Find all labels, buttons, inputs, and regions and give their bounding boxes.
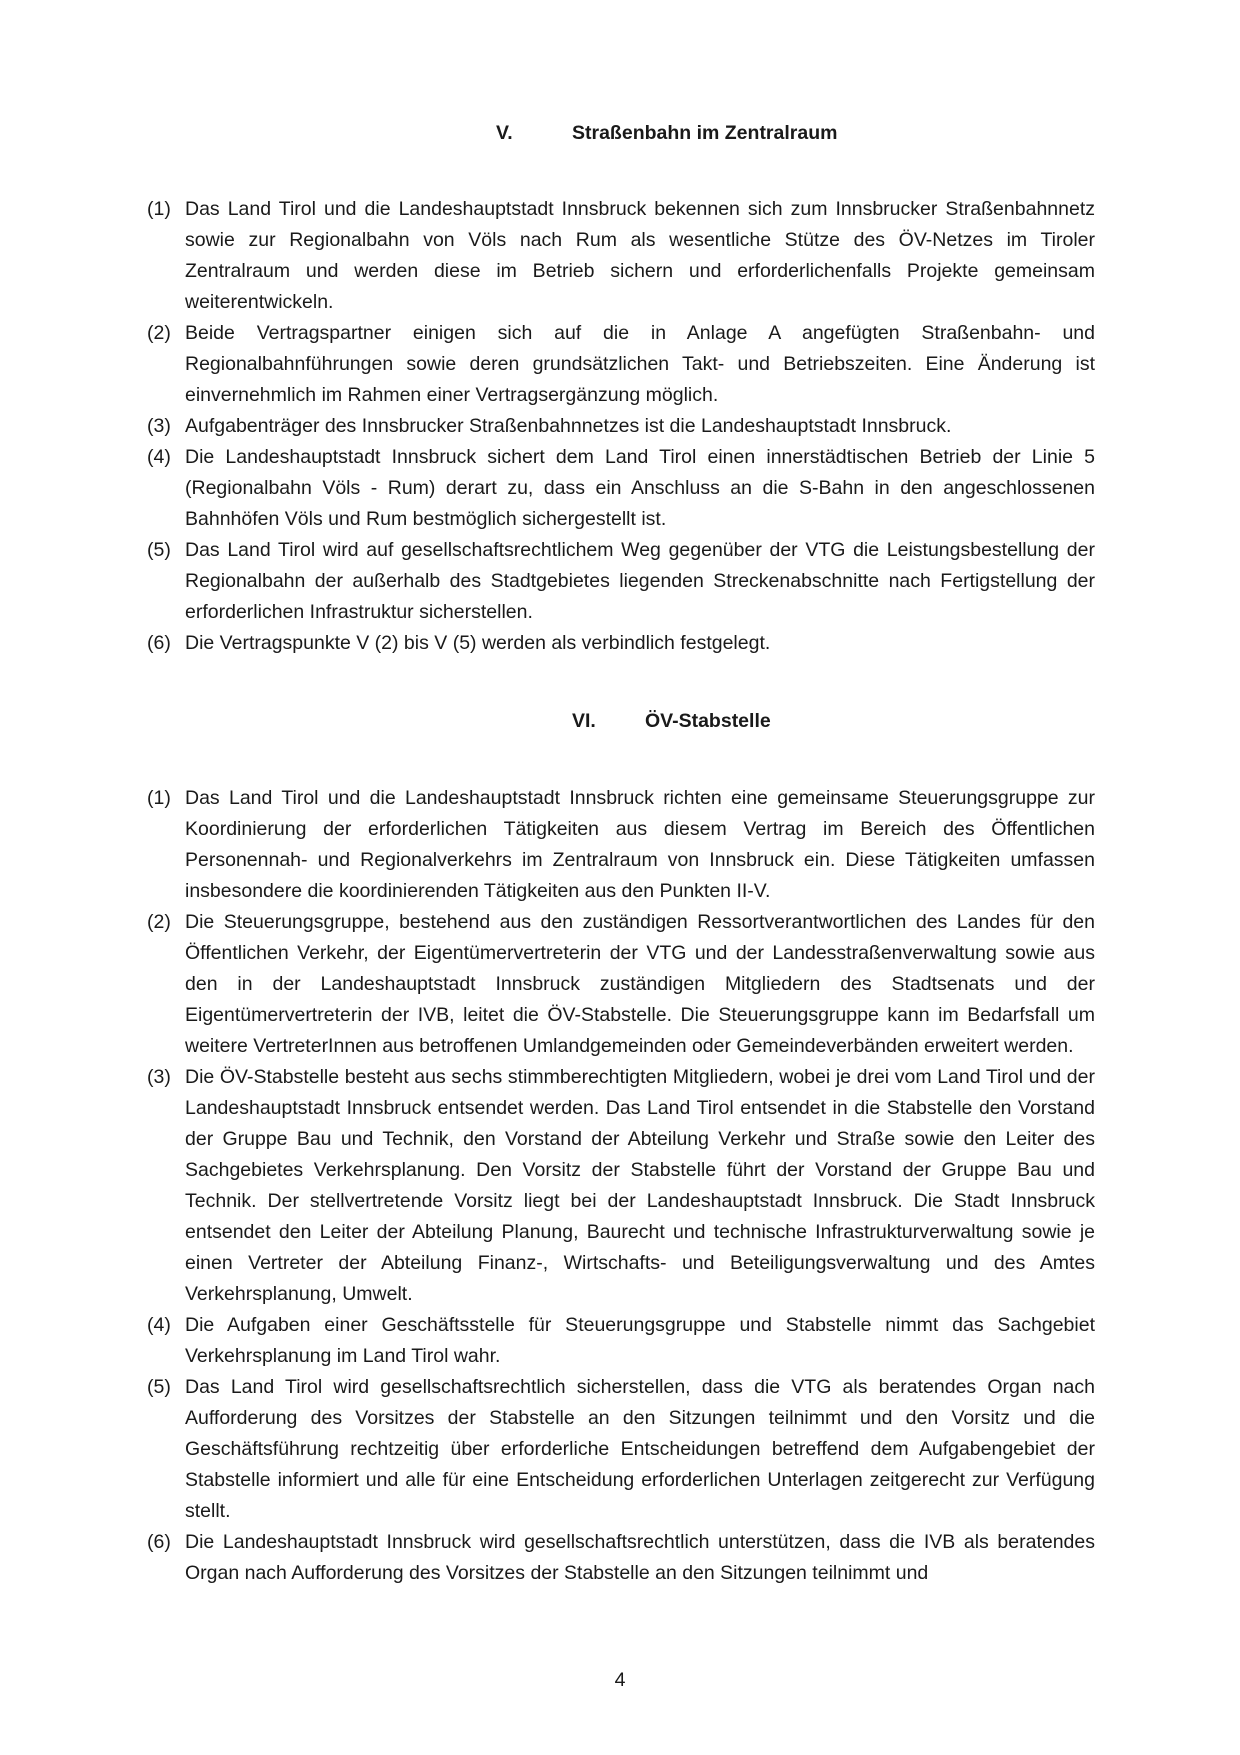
item-text: Die Landeshauptstadt Innsbruck sichert dem Land Tirol einen innerstädtischen Betrieb der Linie 5 (Regionalbahn Völs - Rum) derart zu, dass ein Anschluss an die S-Bahn in den angeschlossenen Bahnhöfen Völs und Rum bestmöglich sichergestellt ist.: [185, 446, 1095, 530]
item-number: (2): [147, 322, 171, 344]
item-number: (4): [147, 446, 171, 468]
item-text: Aufgabenträger des Innsbrucker Straßenbahnnetzes ist die Landeshauptstadt Innsbruck.: [185, 415, 952, 437]
list-item: [147, 194, 1095, 318]
item-number: (1): [147, 198, 171, 220]
list-item: [147, 1527, 1095, 1589]
list-item: [147, 535, 1095, 628]
item-text: Das Land Tirol und die Landeshauptstadt Innsbruck bekennen sich zum Innsbrucker Straßenbahnnetz sowie zur Regionalbahn von Völs nach Rum als wesentliche Stütze des ÖV-Netzes im Tiroler Zentralraum und werden diese im Betrieb sichern und erforderlichenfalls Projekte gemeinsam weiterentwickeln.: [185, 198, 1095, 313]
item-text: Das Land Tirol wird auf gesellschaftsrechtlichem Weg gegenüber der VTG die Leistungsbestellung der Regionalbahn der außerhalb des Stadtgebietes liegenden Streckenabschnitte nach Fertigstellung der erforderlichen Infrastruktur sicherstellen.: [185, 539, 1095, 623]
item-text: Die Aufgaben einer Geschäftsstelle für Steuerungsgruppe und Stabstelle nimmt das Sachgebiet Verkehrsplanung im Land Tirol wahr.: [185, 1314, 1095, 1367]
list-item: [147, 411, 1095, 442]
list-item: [147, 1062, 1095, 1310]
item-number: (5): [147, 539, 171, 561]
item-text: Die ÖV-Stabstelle besteht aus sechs stimmberechtigten Mitgliedern, wobei je drei vom Land Tirol und der Landeshauptstadt Innsbruck entsendet werden. Das Land Tirol entsendet in die Stabstelle den Vorstand der Gruppe Bau und Technik, den Vorstand der Abteilung Verkehr und Straße sowie den Leiter des Sachgebietes Verkehrsplanung. Den Vorsitz der Stabstelle führt der Vorstand der Gruppe Bau und Technik. Der stellvertretende Vorsitz liegt bei der Landeshauptstadt Innsbruck. Die Stadt Innsbruck entsendet den Leiter der Abteilung Planung, Baurecht und technische Infrastrukturverwaltung sowie je einen Vertreter der Abteilung Finanz-, Wirtschafts- und Beteiligungsverwaltung und des Amtes Verkehrsplanung, Umwelt.: [185, 1066, 1095, 1305]
section-title: Straßenbahn im Zentralraum: [572, 122, 838, 144]
list-item: [147, 1310, 1095, 1372]
section-vi-list: [147, 783, 1095, 1589]
item-number: (2): [147, 911, 171, 933]
page-number: 4: [614, 1669, 626, 1691]
item-text: Die Landeshauptstadt Innsbruck wird gesellschaftsrechtlich unterstützen, dass die IVB als beratendes Organ nach Aufforderung des Vorsitzes der Stabstelle an den Sitzungen teilnimmt und: [185, 1531, 1095, 1584]
item-text: Die Steuerungsgruppe, bestehend aus den zuständigen Ressortverantwortlichen des Landes für den Öffentlichen Verkehr, der Eigentümervertreterin der VTG und der Landesstraßenverwaltung sowie aus den in der Landeshauptstadt Innsbruck zuständigen Mitgliedern des Stadtsenats und der Eigentümervertreterin der IVB, leitet die ÖV-Stabstelle. Die Steuerungsgruppe kann im Bedarfsfall um weitere VertreterInnen aus betroffenen Umlandgemeinden oder Gemeindeverbänden erweitert werden.: [185, 911, 1095, 1057]
item-number: (3): [147, 415, 171, 437]
list-item: [147, 318, 1095, 411]
item-number: (1): [147, 787, 171, 809]
item-text: Das Land Tirol und die Landeshauptstadt Innsbruck richten eine gemeinsame Steuerungsgruppe zur Koordinierung der erforderlichen Tätigkeiten aus diesem Vertrag im Bereich des Öffentlichen Personennah- und Regionalverkehrs im Zentralraum von Innsbruck ein. Diese Tätigkeiten umfassen insbesondere die koordinierenden Tätigkeiten aus den Punkten II-V.: [185, 787, 1095, 902]
item-number: (3): [147, 1066, 171, 1088]
item-text: Die Vertragspunkte V (2) bis V (5) werden als verbindlich festgelegt.: [185, 632, 771, 654]
section-title: ÖV-Stabstelle: [645, 710, 771, 732]
item-text: Beide Vertragspartner einigen sich auf die in Anlage A angefügten Straßenbahn- und Regionalbahnführungen sowie deren grundsätzlichen Takt- und Betriebszeiten. Eine Änderung ist einvernehmlich im Rahmen einer Vertragsergänzung möglich.: [185, 322, 1095, 406]
list-item: [147, 628, 1095, 659]
section-number: V.: [496, 122, 513, 144]
list-item: [147, 783, 1095, 907]
section-number: VI.: [572, 710, 596, 732]
list-item: [147, 442, 1095, 535]
item-text: Das Land Tirol wird gesellschaftsrechtlich sicherstellen, dass die VTG als beratendes Organ nach Aufforderung des Vorsitzes der Stabstelle an den Sitzungen teilnimmt und den Vorsitz und die Geschäftsführung rechtzeitig über erforderliche Entscheidungen betreffend dem Aufgabengebiet der Stabstelle informiert und alle für eine Entscheidung erforderlichen Unterlagen zeitgerecht zur Verfügung stellt.: [185, 1376, 1095, 1522]
item-number: (6): [147, 1531, 171, 1553]
item-number: (5): [147, 1376, 171, 1398]
list-item: [147, 1372, 1095, 1527]
item-number: (4): [147, 1314, 171, 1336]
section-v-list: [147, 194, 1095, 659]
item-number: (6): [147, 632, 171, 654]
list-item: [147, 907, 1095, 1062]
